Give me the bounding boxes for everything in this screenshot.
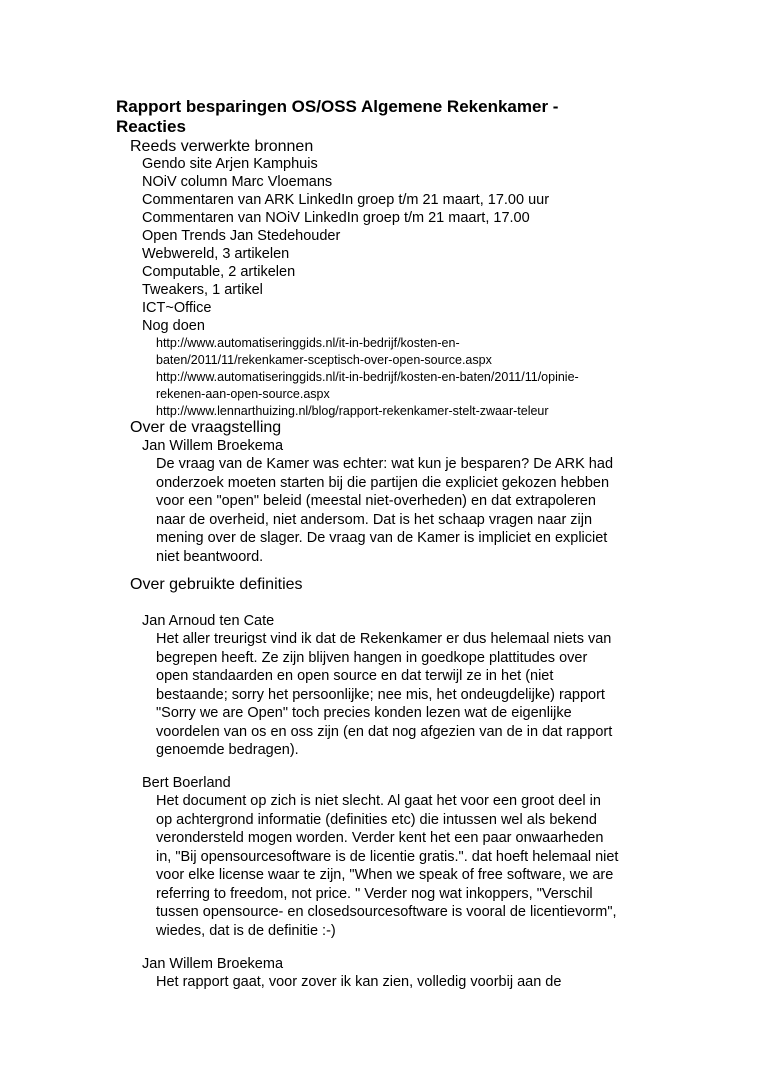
body-line: voor een "open" beleid (meestal niet-overheden) en dat extrapoleren <box>156 493 596 509</box>
body-line: De vraag van de Kamer was echter: wat kun je besparen? De ARK had <box>156 456 614 472</box>
body-line: wiedes, dat is de definitie :-) <box>156 922 336 939</box>
list-item: Tweakers, 1 artikel <box>142 282 263 298</box>
body-line: Het document op zich is niet slecht. Al gaat het voor een groot deel in <box>156 793 601 809</box>
comment-author: Jan Willem Broekema <box>142 438 284 454</box>
list-item: Nog doen <box>142 318 205 334</box>
list-item: NOiV column Marc Vloemans <box>142 174 333 190</box>
url-link[interactable]: http://www.lennarthuizing.nl/blog/rapport-rekenkamer-stelt-zwaar-teleur <box>156 404 549 418</box>
title-line: Rapport besparingen OS/OSS Algemene Rekenkamer - <box>116 97 559 116</box>
url-link[interactable]: rekenen-aan-open-source.aspx <box>156 387 330 401</box>
body-line: naar de overheid, niet andersom. Dat is het schaap vragen naar zijn <box>156 511 593 528</box>
list-item: Webwereld, 3 artikelen <box>142 246 290 262</box>
list-item: Computable, 2 artikelen <box>142 264 296 280</box>
comment-body <box>156 630 676 760</box>
body-line: referring to freedom, not price. " Verder nog wat inkoppers, "Verschil <box>156 885 593 902</box>
body-line: "Sorry we are Open" toch precies konden lezen wat de eigenlijke <box>156 705 572 721</box>
body-line: mening over de slager. De vraag van de Kamer is impliciet en expliciet <box>156 530 608 546</box>
body-line: in, "Bij opensourcesoftware is de licentie gratis.". dat hoeft helemaal niet <box>156 848 619 865</box>
comment-body <box>156 973 676 992</box>
body-line: niet beantwoord. <box>156 548 264 565</box>
list-item: ICT~Office <box>142 300 212 316</box>
document-title <box>116 97 636 137</box>
comment-author: Jan Arnoud ten Cate <box>142 613 275 629</box>
title-line: Reacties <box>116 117 186 136</box>
body-line: bestaande; sorry het persoonlijke; nee mis, het ondeugdelijke) rapport <box>156 686 605 703</box>
list-item: Commentaren van NOiV LinkedIn groep t/m 21 maart, 17.00 <box>142 210 530 226</box>
body-line: voor elke license waar te zijn, "When we speak of free software, we are <box>156 867 614 883</box>
list-item: Gendo site Arjen Kamphuis <box>142 156 318 172</box>
body-line: Het aller treurigst vind ik dat de Rekenkamer er dus helemaal niets van <box>156 631 612 647</box>
url-link[interactable]: http://www.automatiseringgids.nl/it-in-bedrijf/kosten-en-baten/2011/11/opinie- <box>156 370 579 384</box>
body-line: begrepen heeft. Ze zijn blijven hangen in goedkope plattitudes over <box>156 649 588 666</box>
body-line: genoemde bedragen). <box>156 742 299 758</box>
url-link[interactable]: http://www.automatiseringgids.nl/it-in-bedrijf/kosten-en- <box>156 336 460 350</box>
url-link[interactable]: baten/2011/11/rekenkamer-sceptisch-over-open-source.aspx <box>156 353 492 367</box>
body-line: verondersteld mogen worden. Verder kent het een paar onwaarheden <box>156 830 604 846</box>
body-line: Het rapport gaat, voor zover ik kan zien, volledig voorbij aan de <box>156 974 562 990</box>
body-line: tussen opensource- en closedsourcesoftware is vooral de licentievorm", <box>156 904 617 920</box>
body-line: voordelen van os en oss zijn (en dat nog afgezien van de in dat rapport <box>156 723 613 740</box>
list-item: Open Trends Jan Stedehouder <box>142 228 341 244</box>
section-heading-definities: Over gebruikte definities <box>130 576 303 593</box>
section-heading-vraagstelling: Over de vraagstelling <box>130 419 282 436</box>
list-item: Commentaren van ARK LinkedIn groep t/m 21 maart, 17.00 uur <box>142 192 550 208</box>
comment-body <box>156 455 676 566</box>
body-line: op achtergrond informatie (definities etc) die intussen wel als bekend <box>156 811 597 828</box>
comment-author: Bert Boerland <box>142 775 231 791</box>
body-line: open standaarden en open source en dat terwijl ze in het (niet <box>156 668 554 684</box>
section-heading-bronnen: Reeds verwerkte bronnen <box>130 138 314 155</box>
body-line: onderzoek moeten starten bij die partijen die expliciet gekozen hebben <box>156 474 610 491</box>
comment-body <box>156 792 676 940</box>
comment-author: Jan Willem Broekema <box>142 956 284 972</box>
